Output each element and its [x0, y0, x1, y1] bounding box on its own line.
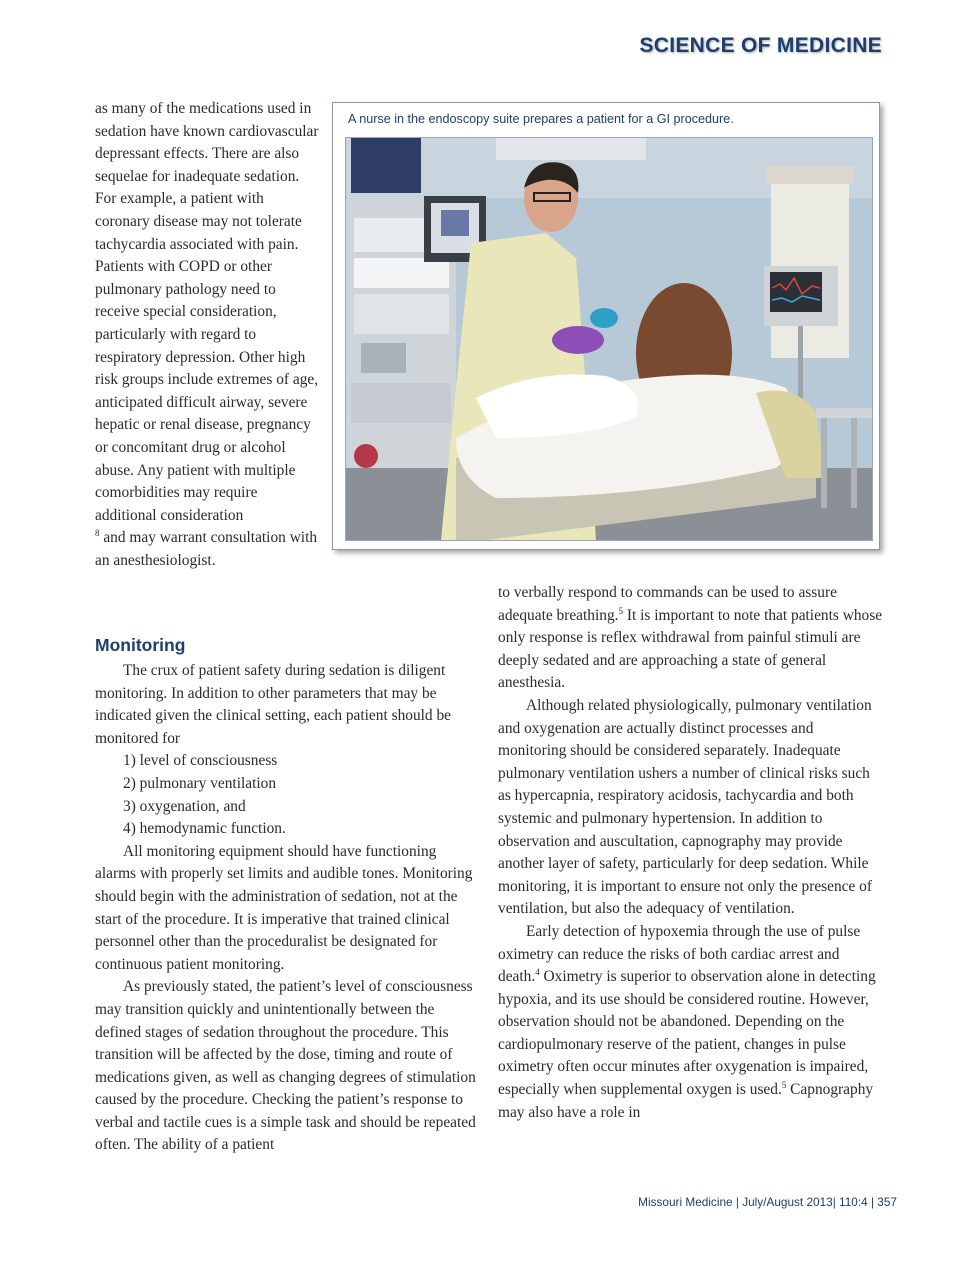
reference-marker: 4	[535, 966, 540, 977]
paragraph-text: Early detection of hypoxemia through the use of pulse oximetry can reduce the risks of both cardiac arrest and death.	[498, 922, 861, 986]
right-paragraph-3	[498, 921, 883, 1124]
endoscopy-photo	[345, 137, 873, 541]
figure	[332, 102, 880, 550]
right-column	[498, 582, 883, 1124]
reference-marker: 5	[618, 605, 624, 616]
right-paragraph-2: Although related physiologically, pulmonary ventilation and oxygenation are actually distinct processes and monitoring should be considered separately. Inadequate pulmonary ventilation ushers a number of clinical risks such as hypercapnia, respiratory acidosis, tachycardia and both systemic and pulmonary hypertension. In addition to observation and auscultation, capnography may provide another layer of safety, particularly for deep sedation. While monitoring, it is important to ensure not only the presence of ventilation, but also the adequacy of ventilation.	[498, 696, 873, 918]
page-footer: Missouri Medicine | July/August 2013| 110:4 | 357	[638, 1195, 897, 1209]
monitoring-column	[95, 633, 480, 1157]
list-item: 4) hemodynamic function.	[123, 820, 286, 838]
intro-text-continued: and may warrant consultation with an anesthesiologist.	[95, 529, 318, 569]
paragraph-text: Oximetry is superior to observation alone in detecting hypoxia, and its use should be considered routine. However, observation should not be abandoned. Depending on the cardiopulmonary reserve of the patient, changes in pulse oximetry often occur minutes after oxygenation is impaired, especially when supplemental oxygen is used.	[498, 968, 876, 1099]
figure-caption: A nurse in the endoscopy suite prepares a patient for a GI procedure.	[348, 112, 734, 126]
monitoring-heading: Monitoring	[95, 635, 186, 655]
top-left-text	[95, 98, 320, 572]
paragraph-text: to verbally respond to commands can be used to assure adequate breathing.	[498, 584, 837, 624]
monitoring-paragraph-3: As previously stated, the patient’s level of consciousness may transition quickly and unintentionally between the defined stages of sedation throughout the procedure. This transition will be affected by the dose, timing and route of medications given, as well as changing degrees of stimulation caused by the procedure. Checking the patient’s response to verbal and tactile cues is a simple task and should be repeated often. The ability of a patient	[95, 978, 476, 1154]
right-paragraph-1	[498, 582, 883, 695]
paragraph-text: Capnography may also have a role in	[498, 1081, 874, 1121]
intro-text: as many of the medications used in sedation have known cardiovascular depressant effects. There are also sequelae for inadequate sedation. For example, a patient with coronary disease may not tolerate tachycardia associated with pain. Patients with COPD or other pulmonary pathology need to receive special consideration, particularly with regard to respiratory depression. Other high risk groups include extremes of age, anticipated difficult airway, severe hepatic or renal disease, pregnancy or concomitant drug or alcohol abuse. Any patient with multiple comorbidities may require additional consideration	[95, 100, 319, 524]
monitoring-paragraph-2: All monitoring equipment should have functioning alarms with properly set limits and audible tones. Monitoring should begin with the administration of sedation, not at the start of the procedure. It is imperative that trained clinical personnel other than the proceduralist be designated for continuous patient monitoring.	[95, 842, 473, 973]
paragraph-text: It is important to note that patients whose only response is reflex withdrawal from painful stimuli are deeply sedated and are approaching a state of general anesthesia.	[498, 606, 883, 692]
list-item: 2) pulmonary ventilation	[123, 774, 277, 792]
monitoring-paragraph-1: The crux of patient safety during sedation is diligent monitoring. In addition to other parameters that may be indicated given the clinical setting, each patient should be monitored for	[95, 662, 452, 747]
list-item: 3) oxygenation, and	[123, 797, 246, 815]
reference-marker: 8	[95, 528, 100, 539]
list-item: 1) level of consciousness	[123, 752, 278, 770]
intro-paragraph	[95, 98, 320, 572]
monitoring-list	[95, 750, 480, 840]
section-header: SCIENCE OF MEDICINE	[639, 34, 882, 57]
reference-marker: 5	[781, 1079, 787, 1090]
